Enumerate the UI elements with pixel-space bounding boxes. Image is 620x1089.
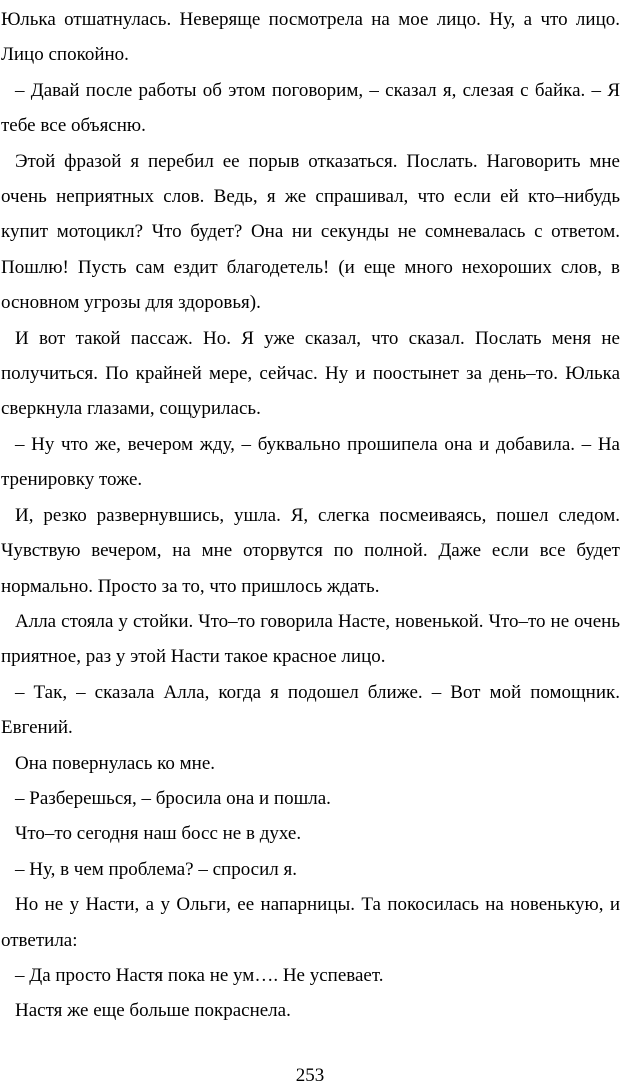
paragraph-11: Что–то сегодня наш босс не в духе.	[15, 823, 302, 845]
paragraph-1: Юлька отшатнулась. Неверяще посмотрела на мое лицо. Ну, а что лицо. Лицо спокойно.	[1, 9, 620, 66]
paragraph-3: Этой фразой я перебил ее порыв отказаться. Послать. Наговорить мне очень неприятных слов. Ведь, я же спрашивал, что если ей кто–нибудь купит мотоцикл? Что будет? Она ни секунды не сомневалась с ответом. Пошлю! Пусть сам ездит благодетель! (и еще много нехороших слов, в основном угрозы для здоровья).	[1, 150, 620, 314]
paragraph-6: И, резко развернувшись, ушла. Я, слегка посмеиваясь, пошел следом. Чувствую вечером, на мне оторвутся по полной. Даже если все будет нормально. Просто за то, что пришлось ждать.	[1, 504, 620, 597]
paragraph-13: Но не у Насти, а у Ольги, ее напарницы. Та покосилась на новенькую, и ответила:	[1, 894, 620, 951]
page-body-text	[1, 2, 620, 1029]
paragraph-10: – Разберешься, – бросила она и пошла.	[15, 787, 331, 809]
paragraph-4: И вот такой пассаж. Но. Я уже сказал, что сказал. Послать меня не получиться. По крайней мере, сейчас. Ну и поостынет за день–то. Юлька сверкнула глазами, сощурилась.	[1, 327, 620, 420]
paragraph-7: Алла стояла у стойки. Что–то говорила Насте, новенькой. Что–то не очень приятное, раз у этой Насти такое красное лицо.	[1, 610, 620, 668]
paragraph-12: – Ну, в чем проблема? – спросил я.	[15, 858, 297, 880]
page-number: 253	[295, 1065, 325, 1086]
paragraph-2: – Давай после работы об этом поговорим, – сказал я, слезая с байка. – Я тебе все объясню.	[1, 79, 620, 137]
paragraph-5: – Ну что же, вечером жду, – буквально прошипела она и добавила. – На тренировку тоже.	[1, 433, 620, 491]
paragraph-14: – Да просто Настя пока не ум…. Не успевает.	[15, 964, 384, 986]
paragraph-9: Она повернулась ко мне.	[15, 752, 216, 774]
paragraph-15: Настя же еще больше покраснела.	[15, 1000, 291, 1022]
paragraph-8: – Так, – сказала Алла, когда я подошел ближе. – Вот мой помощник. Евгений.	[1, 681, 620, 739]
